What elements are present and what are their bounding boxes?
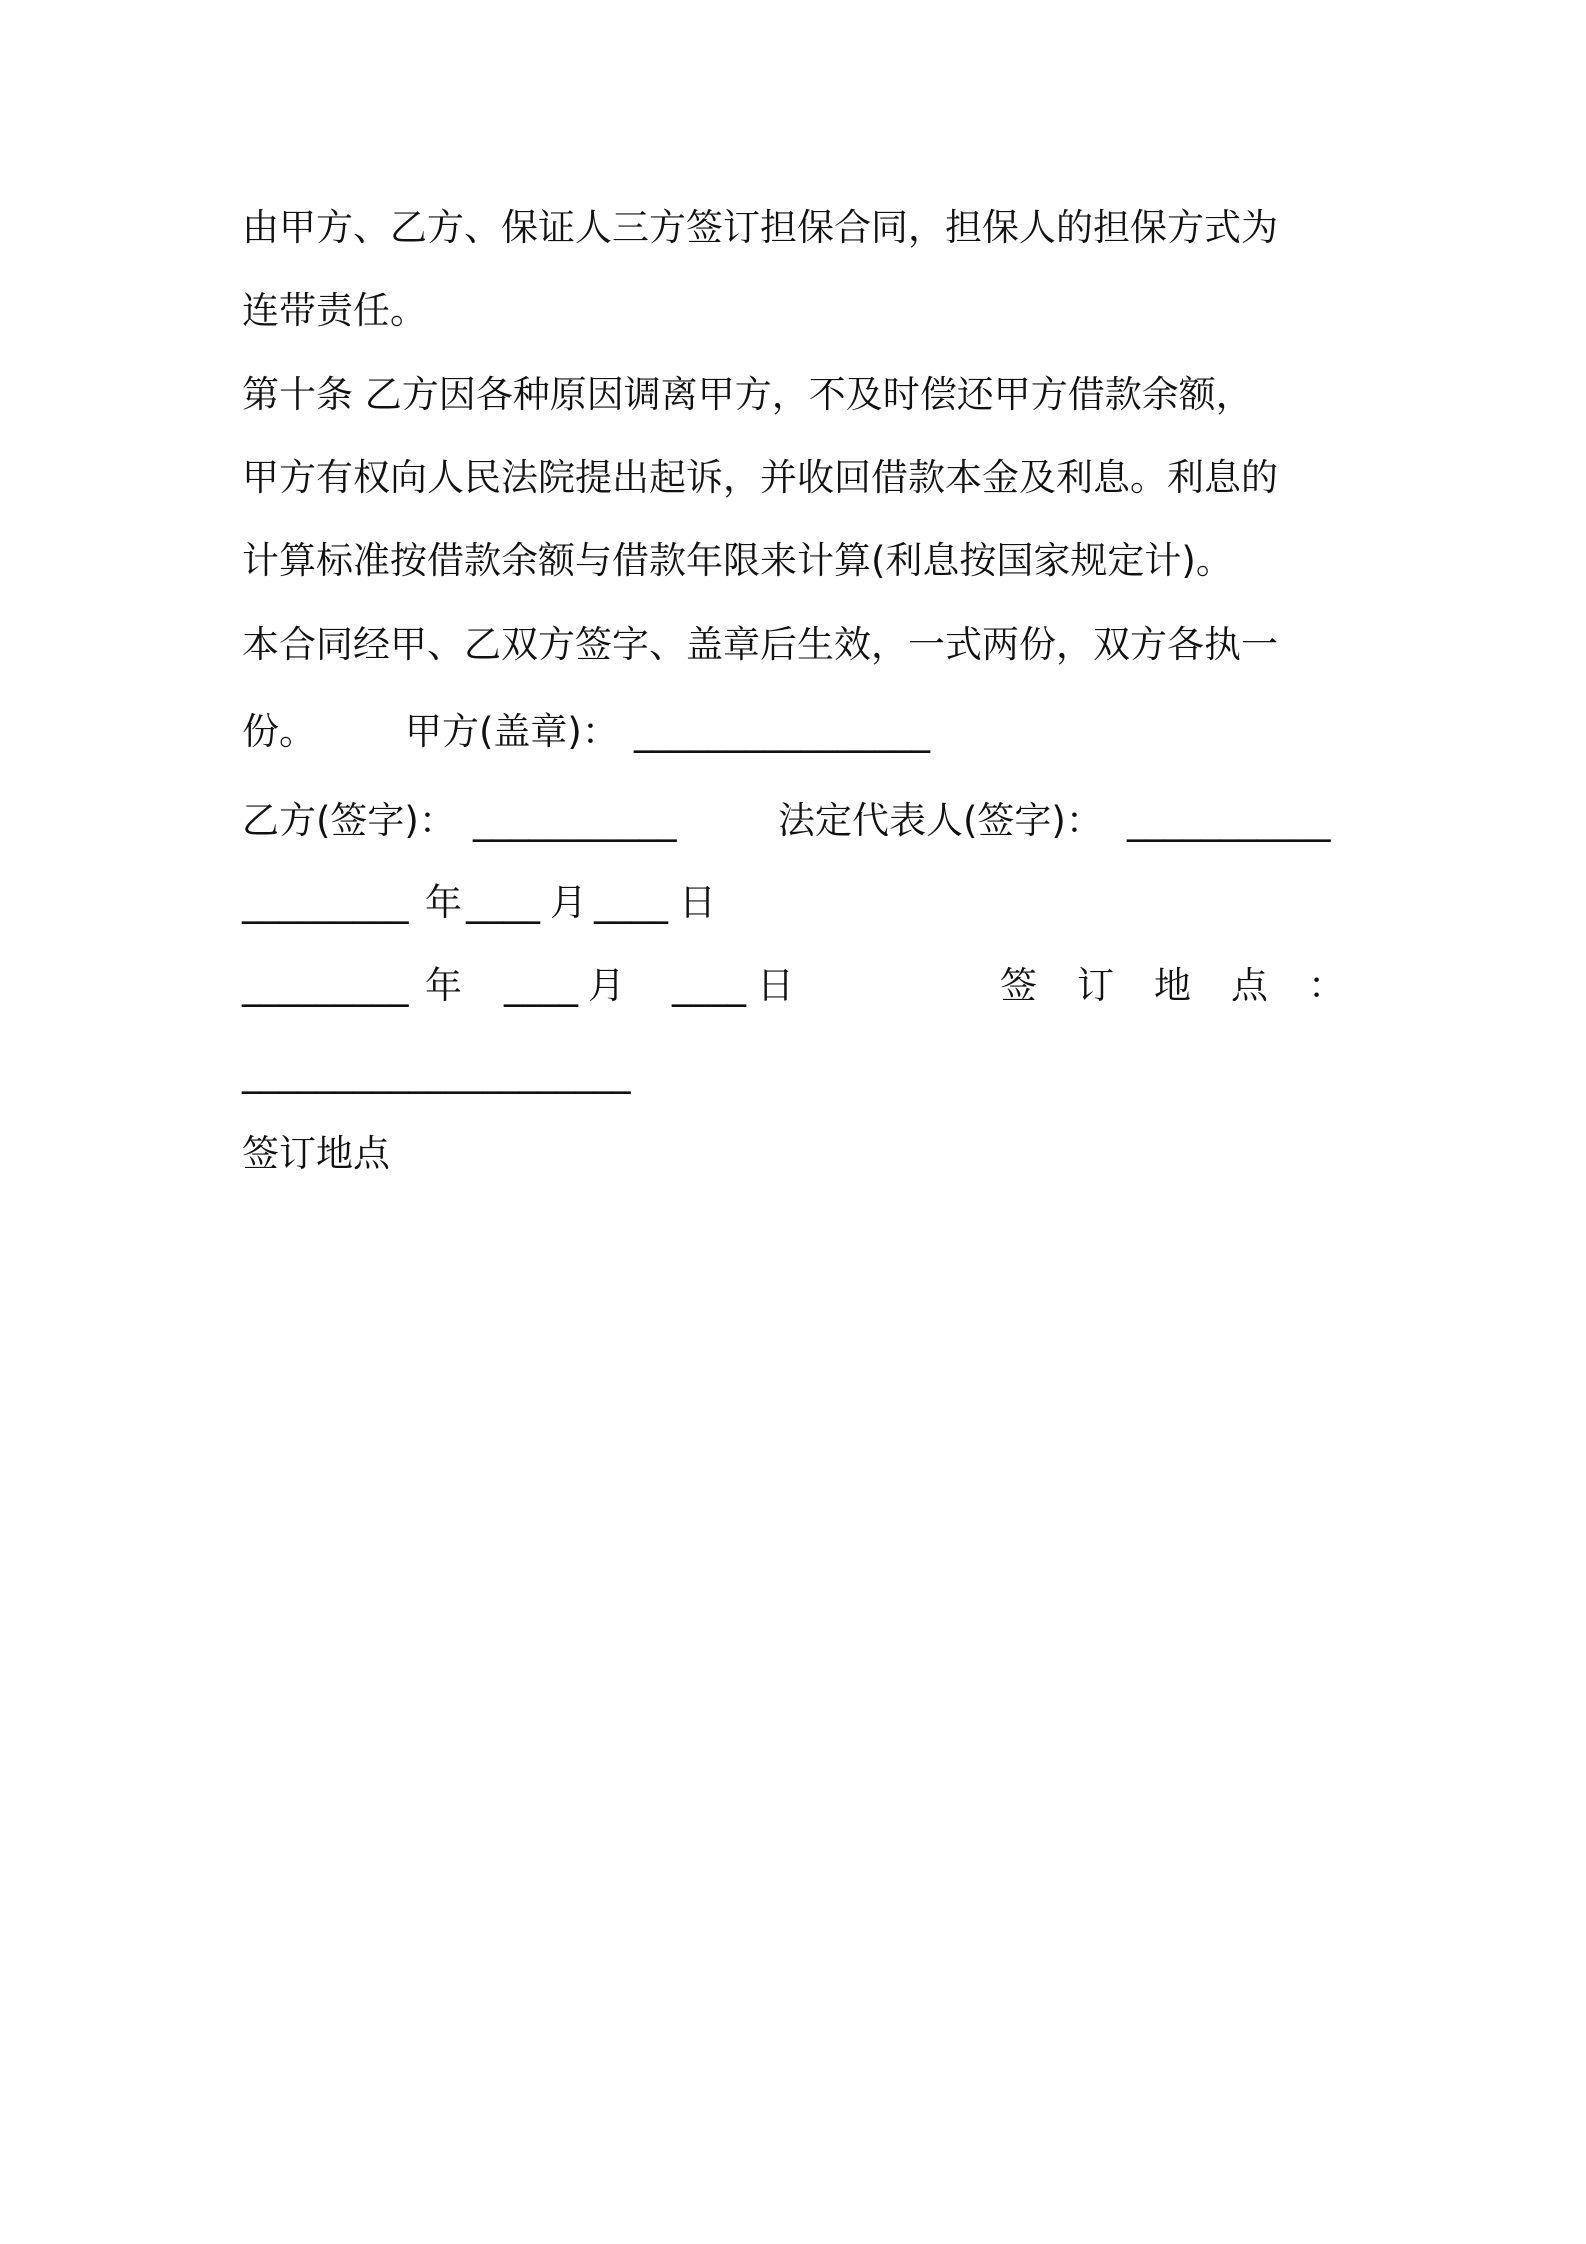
month-label: 月 xyxy=(588,964,625,1007)
year-blank[interactable]: _________ xyxy=(242,881,409,924)
party-b-signature-blank[interactable]: ___________ xyxy=(473,799,677,842)
legal-representative-label: 法定代表人(签字)： xyxy=(778,799,1103,842)
month-blank[interactable]: ____ xyxy=(466,881,540,924)
day-label: 日 xyxy=(679,881,716,924)
article-10-line-1: 第十条 乙方因各种原因调离甲方，不及时偿还甲方借款余额， xyxy=(242,373,1253,416)
party-a-signature-blank[interactable]: ________________ xyxy=(634,710,930,753)
article-10-line-3: 计算标准按借款余额与借款年限来计算(利息按国家规定计)。 xyxy=(242,539,1233,582)
day-label: 日 xyxy=(757,964,794,1007)
signing-place-blank-line xyxy=(242,1043,1352,1103)
party-b-label: 乙方(签字)： xyxy=(242,799,456,842)
signing-place-label: 签订地点： xyxy=(1000,964,1385,1007)
month-label: 月 xyxy=(550,881,587,924)
day-blank[interactable]: ____ xyxy=(594,881,668,924)
year-label: 年 xyxy=(425,964,462,1007)
article-10-line-2: 甲方有权向人民法院提出起诉，并收回借款本金及利息。利息的 xyxy=(242,456,1278,499)
party-a-label: 甲方(盖章)： xyxy=(405,710,619,753)
day-blank[interactable]: ____ xyxy=(672,964,746,1007)
signing-place-caption: 签订地点 xyxy=(242,1132,390,1175)
date-line-1 xyxy=(242,873,1352,933)
body-line-2: 连带责任。 xyxy=(242,289,427,332)
body-line-1: 由甲方、乙方、保证人三方签订担保合同，担保人的担保方式为 xyxy=(242,206,1278,249)
month-blank[interactable]: ____ xyxy=(504,964,578,1007)
signing-place-blank[interactable]: _____________________ xyxy=(242,1051,631,1094)
party-a-signature-line xyxy=(242,702,1352,762)
legal-representative-blank[interactable]: ___________ xyxy=(1127,799,1331,842)
copies-ending: 份。 xyxy=(242,710,316,753)
date-place-line xyxy=(242,956,1385,1016)
party-b-signature-line xyxy=(242,791,1352,851)
effectiveness-clause: 本合同经甲、乙双方签字、盖章后生效，一式两份，双方各执一 xyxy=(242,623,1278,666)
year-label: 年 xyxy=(425,881,462,924)
year-blank[interactable]: _________ xyxy=(242,964,409,1007)
